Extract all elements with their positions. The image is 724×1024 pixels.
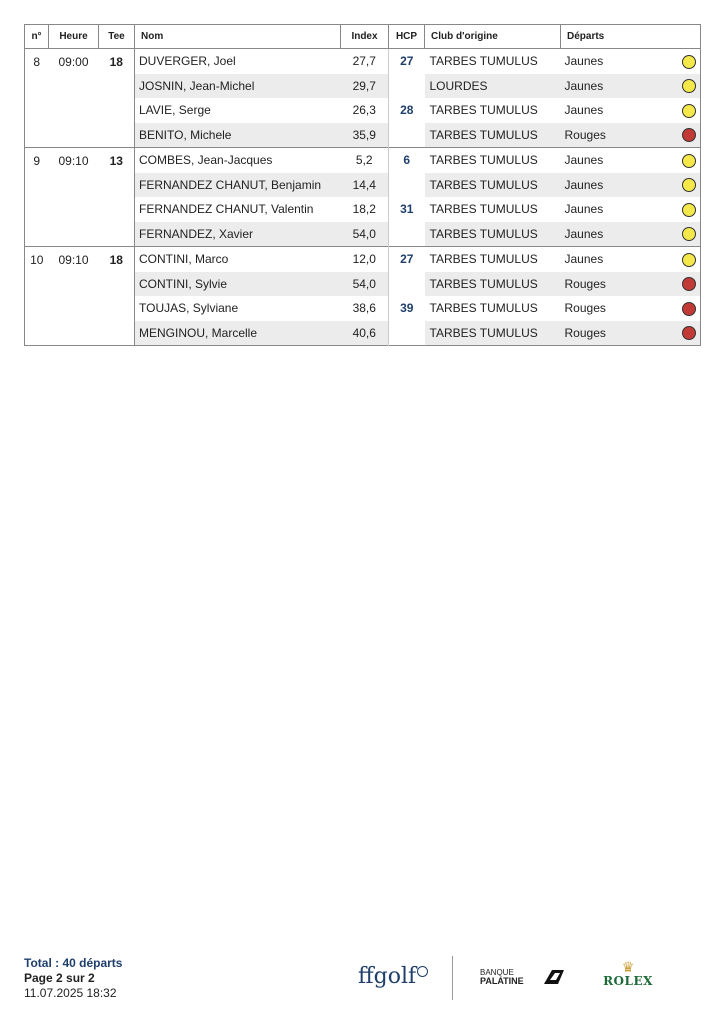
- table-row: [25, 247, 701, 272]
- table-row: [25, 148, 701, 173]
- player-index: 27,7: [341, 49, 389, 74]
- depart-color-cell: [671, 321, 701, 346]
- player-club: LOURDES: [425, 74, 561, 99]
- group-number: 10: [25, 247, 49, 346]
- player-index: 54,0: [341, 222, 389, 247]
- col-header-num: n°: [25, 25, 49, 49]
- group-tee: 13: [99, 148, 135, 247]
- depart-color-cell: [671, 173, 701, 198]
- player-depart: Jaunes: [564, 54, 604, 69]
- depart-color-icon: [682, 277, 696, 291]
- table-header-row: [25, 25, 701, 49]
- player-index: 29,7: [341, 74, 389, 99]
- banque-palatine-mark-icon: [542, 968, 566, 986]
- col-header-heure: Heure: [49, 25, 99, 49]
- depart-color-icon: [682, 104, 696, 118]
- banque-line2: PALATINE: [480, 976, 524, 986]
- player-index: 54,0: [341, 272, 389, 297]
- player-club: TARBES TUMULUS: [429, 301, 538, 316]
- total-departs: Total : 40 départs: [24, 956, 123, 970]
- player-index: 35,9: [341, 123, 389, 148]
- col-header-index: Index: [341, 25, 389, 49]
- sponsor-logos: [356, 956, 716, 1004]
- ffgolf-wordmark: ffgolf: [358, 964, 417, 989]
- col-header-departs: Départs: [561, 25, 701, 49]
- depart-color-icon: [682, 128, 696, 142]
- player-hcp: [389, 321, 425, 346]
- player-hcp: [389, 123, 425, 148]
- player-hcp: [389, 74, 425, 99]
- player-name: MENGINOU, Marcelle: [135, 321, 341, 346]
- player-index: 26,3: [341, 98, 389, 123]
- player-name: DUVERGER, Joel: [139, 54, 236, 69]
- col-header-hcp: HCP: [389, 25, 425, 49]
- depart-color-icon: [682, 55, 696, 69]
- player-club: TARBES TUMULUS: [429, 103, 538, 118]
- player-club: TARBES TUMULUS: [429, 54, 538, 69]
- player-name: TOUJAS, Sylviane: [139, 301, 239, 316]
- table-row: [25, 49, 701, 74]
- player-club: TARBES TUMULUS: [425, 247, 561, 272]
- depart-color-icon: [682, 154, 696, 168]
- player-depart: Jaunes: [561, 74, 671, 99]
- rolex-logo: [598, 960, 658, 988]
- start-list-sheet: [24, 24, 700, 346]
- banque-palatine-logo: [480, 968, 524, 986]
- player-club: TARBES TUMULUS: [425, 173, 561, 198]
- depart-color-cell: [671, 197, 701, 222]
- player-index: 38,6: [341, 296, 389, 321]
- depart-color-cell: [671, 123, 701, 148]
- ffgolf-logo: [358, 964, 428, 989]
- group-time: 09:10: [49, 148, 99, 247]
- player-index: 5,2: [341, 148, 389, 173]
- col-header-nom: Nom: [135, 25, 341, 49]
- tee-times-table: [24, 24, 701, 346]
- player-club: TARBES TUMULUS: [425, 148, 561, 173]
- depart-color-icon: [682, 253, 696, 267]
- player-name: LAVIE, Serge: [139, 103, 211, 118]
- depart-color-icon: [682, 178, 696, 192]
- page-footer: [24, 956, 122, 1000]
- player-depart: Jaunes: [564, 103, 604, 118]
- player-name: JOSNIN, Jean-Michel: [135, 74, 341, 99]
- group-tee: 18: [99, 247, 135, 346]
- col-header-tee: Tee: [99, 25, 135, 49]
- depart-color-cell: [671, 98, 701, 123]
- player-name: CONTINI, Sylvie: [135, 272, 341, 297]
- player-name: COMBES, Jean-Jacques: [135, 148, 341, 173]
- depart-color-icon: [682, 227, 696, 241]
- player-depart: Rouges: [561, 272, 671, 297]
- player-hcp: 28: [400, 103, 414, 118]
- player-index: 18,2: [341, 197, 389, 222]
- group-number: 9: [25, 148, 49, 247]
- player-hcp: 27: [400, 54, 414, 69]
- player-hcp: [389, 222, 425, 247]
- player-name: CONTINI, Marco: [135, 247, 341, 272]
- player-depart: Rouges: [561, 123, 671, 148]
- banque-line1: BANQUE: [480, 968, 514, 977]
- player-index: 40,6: [341, 321, 389, 346]
- player-hcp: 6: [389, 148, 425, 173]
- depart-color-icon: [682, 203, 696, 217]
- depart-color-cell: [671, 296, 701, 321]
- group-number: 8: [33, 55, 41, 69]
- player-club: TARBES TUMULUS: [429, 202, 538, 217]
- col-header-club: Club d'origine: [425, 25, 561, 49]
- player-depart: Jaunes: [561, 148, 671, 173]
- player-club: TARBES TUMULUS: [425, 222, 561, 247]
- player-club: TARBES TUMULUS: [425, 321, 561, 346]
- player-hcp: 31: [400, 202, 414, 217]
- player-name: FERNANDEZ, Xavier: [135, 222, 341, 247]
- rolex-wordmark: ROLEX: [603, 974, 653, 988]
- player-hcp: 39: [400, 301, 414, 316]
- player-index: 12,0: [341, 247, 389, 272]
- depart-color-icon: [682, 326, 696, 340]
- depart-color-icon: [682, 302, 696, 316]
- group-tee: 18: [99, 49, 135, 148]
- depart-color-cell: [671, 74, 701, 99]
- player-hcp: 27: [389, 247, 425, 272]
- player-name: BENITO, Michele: [135, 123, 341, 148]
- depart-color-cell: [671, 272, 701, 297]
- player-depart: Jaunes: [561, 247, 671, 272]
- player-name: FERNANDEZ CHANUT, Valentin: [139, 202, 314, 217]
- print-date: 11.07.2025 18:32: [24, 986, 117, 1000]
- page-number: Page 2 sur 2: [24, 971, 95, 985]
- player-depart: Jaunes: [561, 222, 671, 247]
- group-time: 09:00: [58, 55, 89, 69]
- registered-icon: [417, 966, 428, 977]
- player-name: FERNANDEZ CHANUT, Benjamin: [135, 173, 341, 198]
- player-depart: Jaunes: [564, 202, 604, 217]
- depart-color-cell: [671, 49, 701, 74]
- group-time: 09:10: [49, 247, 99, 346]
- crown-icon: ♛: [621, 959, 635, 975]
- player-hcp: [389, 272, 425, 297]
- depart-color-cell: [671, 247, 701, 272]
- player-club: TARBES TUMULUS: [425, 123, 561, 148]
- player-depart: Rouges: [564, 301, 606, 316]
- depart-color-cell: [671, 148, 701, 173]
- table-body: [25, 49, 701, 346]
- player-index: 14,4: [341, 173, 389, 198]
- logo-divider: [452, 956, 453, 1000]
- player-club: TARBES TUMULUS: [425, 272, 561, 297]
- player-depart: Jaunes: [561, 173, 671, 198]
- player-depart: Rouges: [561, 321, 671, 346]
- depart-color-cell: [671, 222, 701, 247]
- player-hcp: [389, 173, 425, 198]
- depart-color-icon: [682, 79, 696, 93]
